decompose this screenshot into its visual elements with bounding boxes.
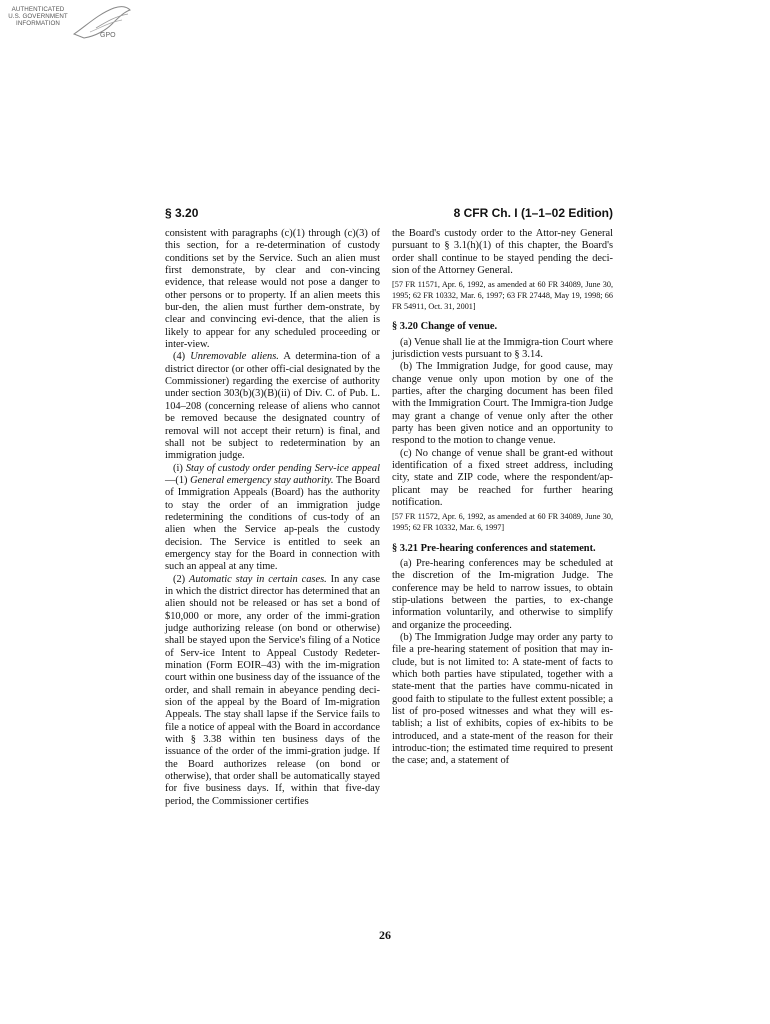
stamp-line-1: AUTHENTICATED xyxy=(11,6,65,13)
section-heading-3-20: § 3.20 Change of venue. xyxy=(392,321,498,333)
p2-body: A determina-tion of a district director (or other offi-cial designated by the Commissioner) regarding the exercise of authority under section 303(b)(3)(B)(ii) of Div. C. of Pub. L. 104–208 (concerning release of aliens who cannot be removed because the designated country of removal will not accept their return) is final, and shall not be subject to redetermination by an immigration judge. xyxy=(165,351,380,462)
right-paragraph-5: (a) Pre-hearing conferences may be scheduled at the discretion of the Im-migration Judge. The conference may be held to narrow issues, to obtain stip-ulations between the parties, to ex-change information voluntarily, and otherwise to simplify and organize the proceeding. xyxy=(392,557,613,631)
citation-2: [57 FR 11572, Apr. 6, 1992, as amended at 60 FR 34089, June 30, 1995; 62 FR 10332, Mar. 6, 1997] xyxy=(392,512,613,532)
left-paragraph-2 xyxy=(165,351,380,462)
right-paragraph-1: the Board's custody order to the Attor-ney General pursuant to § 3.1(h)(1) of this chapter, the Board's order shall continue to be stayed pending the deci-sion of the Attorney General. xyxy=(392,228,613,277)
stamp-line-2: U.S. GOVERNMENT xyxy=(8,13,68,20)
section-heading-3-21: § 3.21 Pre-hearing conferences and statement. xyxy=(392,542,596,554)
p2-heading: Unremovable aliens. xyxy=(190,351,279,363)
p2-lead: (4) xyxy=(173,351,191,363)
header-section: § 3.20 xyxy=(165,206,199,220)
p3-heading-1: Stay of custody order pending Serv-ice appeal xyxy=(185,462,380,474)
p3-mid: —(1) xyxy=(165,474,191,486)
p4-lead: (2) xyxy=(173,573,190,585)
right-column xyxy=(392,228,613,768)
p3-heading-2: General emergency stay authority. xyxy=(190,474,334,486)
gpo-label: GPO xyxy=(100,32,116,39)
p3-lead: (i) xyxy=(173,462,186,474)
right-paragraph-6: (b) The Immigration Judge may order any party to file a pre-hearing statement of position that may in-clude, but is not limited to: A state-ment of facts to which both parties have stipulated, together with a state-ment that the parties have commu-nicated in good faith to stipulate to the fullest extent possible; a list of pro-posed witnesses and what they will es-tablish; a list of exhibits, copies of ex-hibits to be introduced, and a state-ment of the reason for their introduc-tion; the estimated time required to present the case; and, a statement of xyxy=(392,631,613,767)
citation-1: [57 FR 11571, Apr. 6, 1992, as amended at 60 FR 34089, June 30, 1995; 62 FR 10332, Mar. 6, 1997; 63 FR 27448, May 19, 1998; 66 FR 54911, Oct. 31, 2001] xyxy=(392,280,613,311)
left-paragraph-3 xyxy=(165,463,380,574)
p4-heading: Automatic stay in certain cases. xyxy=(189,573,327,585)
header-title: 8 CFR Ch. I (1–1–02 Edition) xyxy=(453,206,613,220)
right-paragraph-2: (a) Venue shall lie at the Immigra-tion Court where jurisdiction vests pursuant to § 3.14. xyxy=(392,336,613,360)
p4-body: In any case in which the district director has determined that an alien should not be released or has set a bond of $10,000 or more, any order of the immi-gration judge authorizing release (on bond or otherwise) shall be stayed upon the Service's filing of a Notice of Serv-ice Intent to Appeal Custody Redeter-mination (Form EOIR–43) with the im-migration court within one business day of the issuance of the order, and shall remain in abeyance pending deci-sion of the appeal by the Board of Im-migration Appeals. The stay shall lapse if the Service fails to file a notice of appeal with the Board in accordance with § 3.38 within ten business days of the issuance of the order of the immi-gration judge. If the Board authorizes release (on bond or otherwise), that order shall be automatically stayed for five business days. If, within that five-day period, the Commissioner certifies xyxy=(165,573,380,807)
stamp-text xyxy=(6,6,70,27)
stamp-line-3: INFORMATION xyxy=(16,20,60,27)
left-column xyxy=(165,228,380,808)
right-paragraph-3: (b) The Immigration Judge, for good cause, may change venue only upon motion by one of the parties, after the charging document has been filed with the Immigration Court. The Immigra-tion Judge may grant a change of venue only after the other party has been given notice and an opportunity to respond to the motion to change venue. xyxy=(392,361,613,447)
left-paragraph-4 xyxy=(165,574,380,809)
gpo-authentication-stamp xyxy=(6,4,146,48)
right-paragraph-4: (c) No change of venue shall be grant-ed without identification of a fixed street address, including city, state and ZIP code, where the respondent/ap-plicant may be reached for further hearing notification. xyxy=(392,447,613,508)
left-paragraph-1: consistent with paragraphs (c)(1) through (c)(3) of this section, for a re-determination of custody conditions set by the Service. Such an alien must first demonstrate, by clear and con-vincing evidence, that release would not pose a danger to other persons or to property. If an alien meets this bur-den, the alien must further dem-onstrate, by clear and convincing evi-dence, that the alien is likely to appear for any scheduled proceeding or inter-view. xyxy=(165,228,380,351)
page-number: 26 xyxy=(379,928,391,942)
p3-body: The Board of Immigration Appeals (Board) has the authority to stay the order of an immigration judge redetermining the conditions of cus-tody of an alien when the Service ap-peals the custody decision. The Service is entitled to seek an emergency stay for the Board in connection with such an appeal at any time. xyxy=(165,474,380,573)
page-header xyxy=(165,206,613,222)
